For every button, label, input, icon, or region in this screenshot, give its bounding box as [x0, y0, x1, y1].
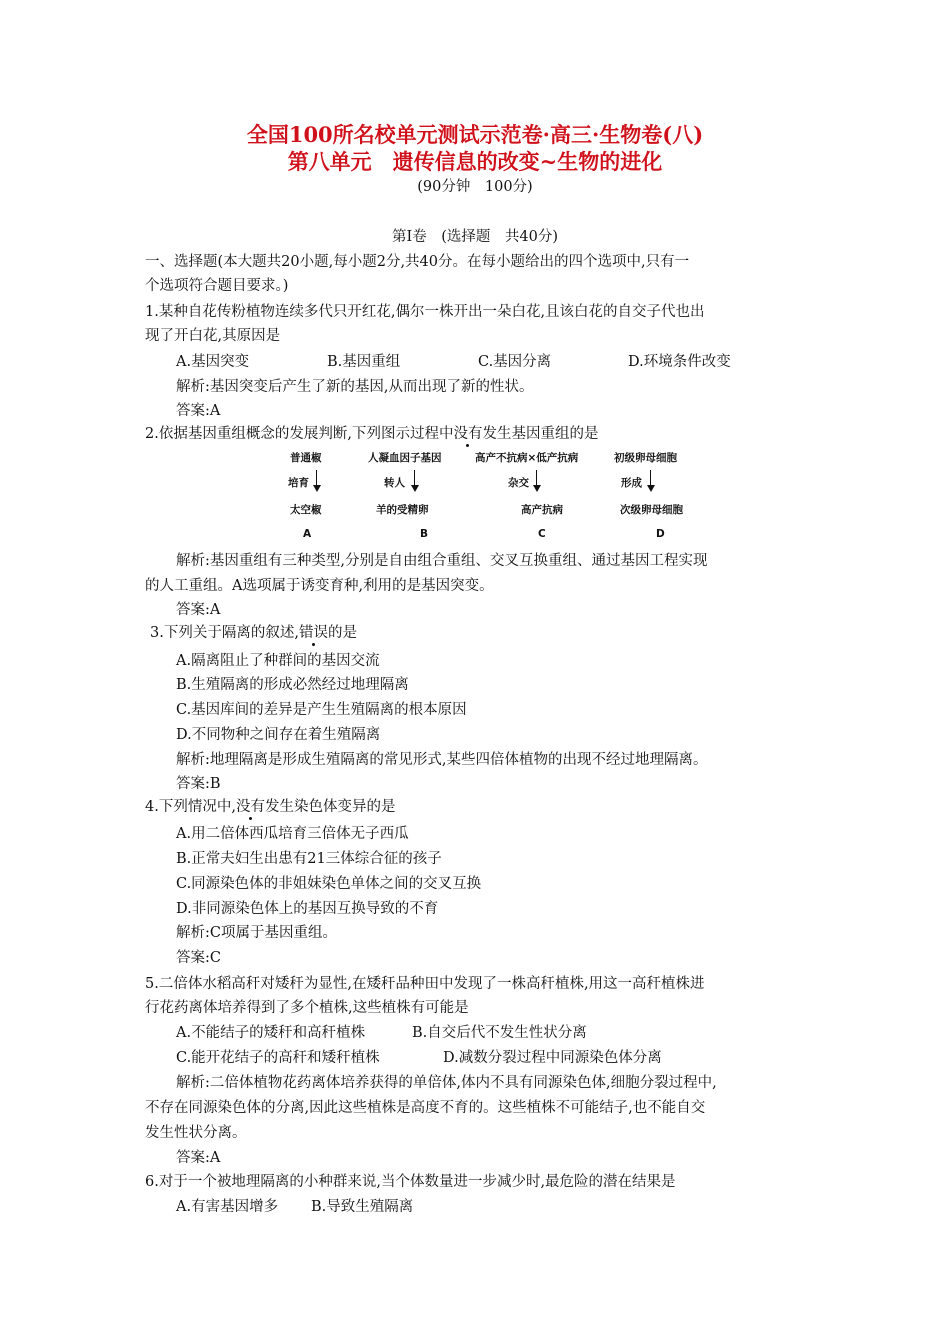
- q3-stem-post: 的是: [327, 625, 357, 641]
- q3-emphasis: 错误: [298, 625, 328, 641]
- figure-b-result: 羊的受精卵: [376, 504, 429, 516]
- q3-option-b: B.生殖隔离的形成必然经过地理隔离: [176, 677, 409, 693]
- section-heading: 第Ⅰ卷 (选择题 共40分): [392, 229, 558, 245]
- question-5-stem: 5.二倍体水稻高秆对矮秆为显性,在矮秆品种田中发现了一株高秆植株,用这一高秆植株进: [145, 976, 705, 992]
- question-5-stem: 行花药离体培养得到了多个植株,这些植株有可能是: [145, 1000, 469, 1016]
- q4-stem-post: 发生染色体变异的是: [264, 799, 396, 815]
- down-arrow-icon: [316, 470, 317, 490]
- question-4-stem: [145, 798, 395, 816]
- q4-stem-pre: 4.下列情况中,: [145, 799, 236, 815]
- q2-analysis: 解析:基因重组有三种类型,分别是自由组合重组、交叉互换重组、通过基因工程实现: [176, 553, 708, 569]
- q5-option-d: D.减数分裂过程中同源染色体分离: [443, 1050, 662, 1066]
- exam-title: 全国100所名校单元测试示范卷·高三·生物卷(八): [246, 122, 704, 147]
- q5-analysis: 解析:二倍体植物花药离体培养获得的单倍体,体内不具有同源染色体,细胞分裂过程中,: [176, 1075, 717, 1091]
- q3-option-a: A.隔离阻止了种群间的基因交流: [176, 653, 380, 669]
- q4-option-a: A.用二倍体西瓜培育三倍体无子西瓜: [176, 826, 409, 842]
- down-arrow-icon: [536, 470, 537, 490]
- q4-option-b: B.正常夫妇生出患有21三体综合征的孩子: [176, 851, 442, 867]
- figure-c-process: 杂交: [508, 477, 529, 489]
- figure-a-result: 太空椒: [290, 504, 322, 516]
- figure-label-d: D: [656, 528, 665, 540]
- q6-option-a: A.有害基因增多: [176, 1199, 279, 1215]
- down-arrow-icon: [650, 470, 651, 490]
- instructions-line: 个选项符合题目要求。): [145, 278, 289, 294]
- q4-option-d: D.非同源染色体上的基因互换导致的不育: [176, 901, 439, 917]
- figure-d-process: 形成: [621, 477, 642, 489]
- q2-figure: [270, 446, 710, 546]
- q3-analysis: 解析:地理隔离是形成生殖隔离的常见形式,某些四倍体植物的出现不经过地理隔离。: [176, 752, 708, 768]
- figure-c-start: 高产不抗病×低产抗病: [475, 452, 579, 464]
- figure-b-start: 人凝血因子基因: [368, 452, 442, 464]
- question-2-stem: [145, 425, 598, 443]
- q6-option-b: B.导致生殖隔离: [311, 1199, 414, 1215]
- q5-answer: 答案:A: [176, 1150, 221, 1166]
- q1-option-d: D.环境条件改变: [628, 354, 731, 370]
- q1-analysis: 解析:基因突变后产生了新的基因,从而出现了新的性状。: [176, 379, 534, 395]
- q2-analysis: 的人工重组。A选项属于诱变育种,利用的是基因突变。: [145, 578, 494, 594]
- q3-option-d: D.不同物种之间存在着生殖隔离: [176, 727, 381, 743]
- instructions-line: 一、选择题(本大题共20小题,每小题2分,共40分。在每小题给出的四个选项中,只有一: [145, 254, 690, 270]
- figure-label-a: A: [303, 528, 312, 540]
- question-1-stem: 1.某种自花传粉植物连续多代只开红花,偶尔一株开出一朵白花,且该白花的自交子代也出: [145, 304, 705, 320]
- exam-time: (90分钟 100分): [417, 179, 533, 195]
- q5-option-a: A.不能结子的矮秆和高秆植株: [176, 1025, 366, 1041]
- down-arrow-icon: [414, 470, 415, 490]
- q1-option-c: C.基因分离: [478, 354, 552, 370]
- q2-emphasis: 没有: [453, 426, 483, 442]
- figure-label-b: B: [420, 528, 429, 540]
- q2-stem-post: 发生基因重组的是: [482, 426, 599, 442]
- q2-stem-pre: 2.依据基因重组概念的发展判断,下列图示过程中: [145, 426, 454, 442]
- q5-analysis: 不存在同源染色体的分离,因此这些植株是高度不育的。这些植株不可能结子,也不能自交: [145, 1100, 706, 1116]
- q1-answer: 答案:A: [176, 403, 221, 419]
- q5-option-c: C.能开花结子的高秆和矮秆植株: [176, 1050, 380, 1066]
- figure-d-result: 次级卵母细胞: [620, 504, 683, 516]
- q4-emphasis: 没有: [235, 799, 265, 815]
- figure-b-process: 转人: [384, 477, 405, 489]
- q4-analysis: 解析:C项属于基因重组。: [176, 925, 337, 941]
- q1-option-a: A.基因突变: [176, 354, 250, 370]
- unit-title: 第八单元 遗传信息的改变~生物的进化: [287, 149, 663, 174]
- question-3-stem: [150, 624, 357, 642]
- figure-a-process: 培育: [288, 477, 309, 489]
- q3-stem-pre: 3.下列关于隔离的叙述,: [150, 625, 299, 641]
- q1-option-b: B.基因重组: [327, 354, 401, 370]
- q3-option-c: C.基因库间的差异是产生生殖隔离的根本原因: [176, 702, 467, 718]
- question-1-stem: 现了开白花,其原因是: [145, 328, 281, 344]
- q2-answer: 答案:A: [176, 602, 221, 618]
- figure-label-c: C: [538, 528, 546, 540]
- figure-a-start: 普通椒: [290, 452, 322, 464]
- figure-c-result: 高产抗病: [521, 504, 563, 516]
- q4-answer: 答案:C: [176, 950, 221, 966]
- q4-option-c: C.同源染色体的非姐妹染色单体之间的交叉互换: [176, 876, 482, 892]
- q5-option-b: B.自交后代不发生性状分离: [412, 1025, 587, 1041]
- q3-answer: 答案:B: [176, 776, 221, 792]
- question-6-stem: 6.对于一个被地理隔离的小种群来说,当个体数量进一步减少时,最危险的潜在结果是: [145, 1174, 676, 1190]
- figure-d-start: 初级卵母细胞: [614, 452, 677, 464]
- q5-analysis: 发生性状分离。: [145, 1125, 247, 1141]
